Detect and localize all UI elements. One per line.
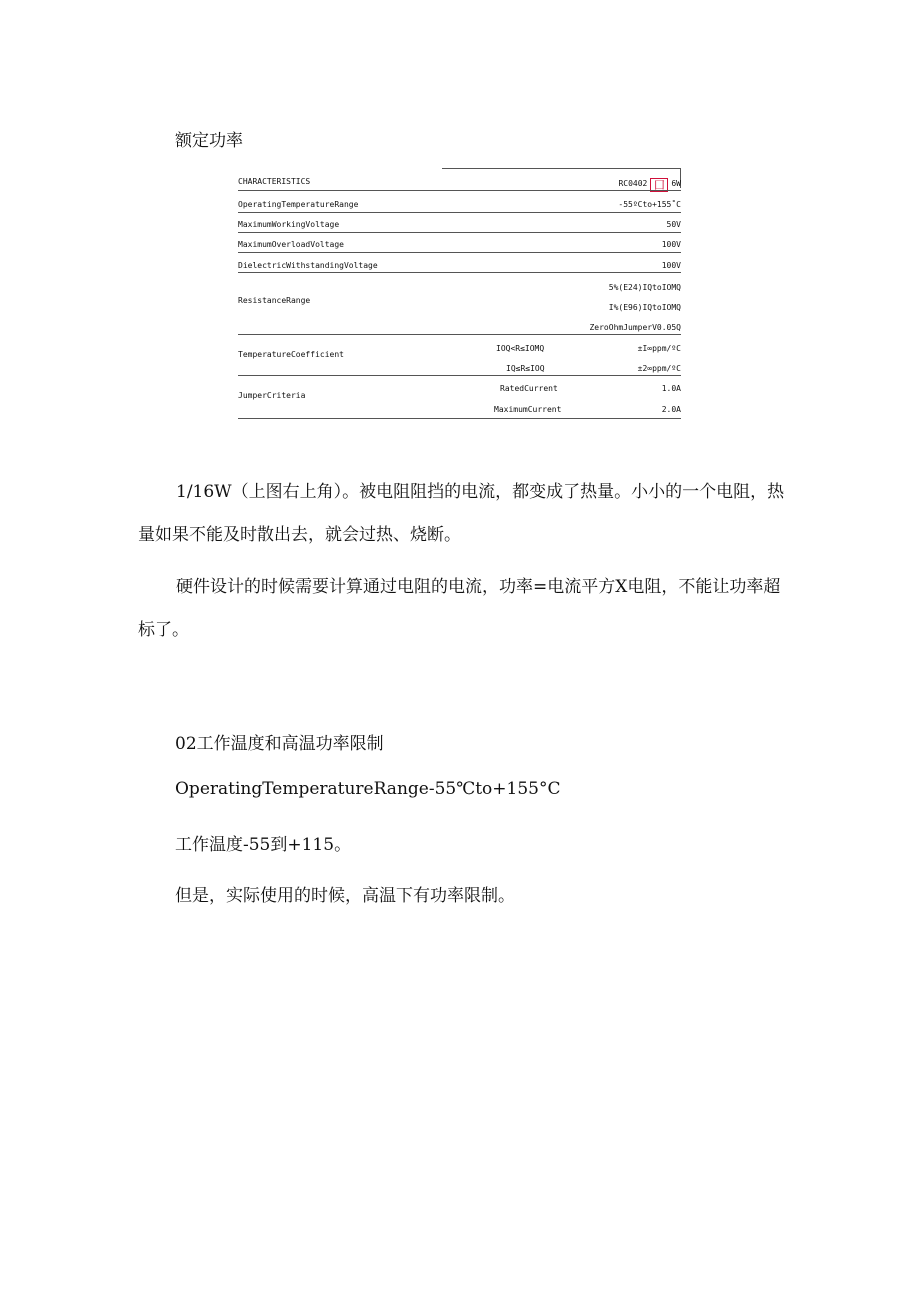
- row-value: -55ºCto+155˚C: [618, 200, 681, 209]
- row-value: ±2∞ppm/ºC: [637, 364, 681, 373]
- table-header-model-text: RC0402: [618, 179, 648, 188]
- row-label: MaximumOverloadVoltage: [238, 240, 344, 249]
- section-heading: 02工作温度和高温功率限制: [175, 734, 384, 754]
- row-label: TemperatureCoefficient: [238, 350, 344, 359]
- row-label: DielectricWithstandingVoltage: [238, 261, 378, 270]
- row-value: 5%(E24)IQtoIOMQ: [608, 283, 681, 292]
- row-divider: [238, 212, 681, 213]
- row-value: 1.0A: [661, 384, 681, 393]
- characteristics-table: [238, 168, 681, 420]
- row-value: ZeroOhmJumperV0.05Q: [589, 323, 681, 332]
- row-value: 100V: [661, 240, 681, 249]
- red-box-mark: 口: [650, 178, 668, 192]
- row-value: 50V: [666, 220, 681, 229]
- row-value: ±I∞ppm/ºC: [637, 344, 681, 353]
- row-label: OperatingTemperatureRange: [238, 200, 359, 209]
- row-divider: [238, 334, 681, 335]
- row-condition: IQ≤R≤IOQ: [506, 364, 545, 373]
- table-header-power: 6W: [671, 179, 681, 188]
- line-operating-range: OperatingTemperatureRange-55℃to+155°C: [175, 779, 561, 799]
- heading-rated-power: 额定功率: [175, 131, 243, 151]
- table-bottom-rule: [238, 418, 681, 419]
- row-divider: [238, 232, 681, 233]
- row-divider: [238, 190, 681, 191]
- row-divider: [238, 375, 681, 376]
- row-condition: RatedCurrent: [500, 384, 558, 393]
- line-power-limit: 但是，实际使用的时候，高温下有功率限制。: [175, 886, 515, 906]
- row-value: 100V: [661, 261, 681, 270]
- table-header-label: CHARACTERISTICS: [238, 177, 311, 186]
- row-value: 2.0A: [661, 405, 681, 414]
- row-value: I%(E96)IQtoIOMQ: [608, 303, 681, 312]
- row-label: MaximumWorkingVoltage: [238, 220, 340, 229]
- row-divider: [238, 272, 681, 273]
- row-condition: IOQ<R≤IOMQ: [496, 344, 545, 353]
- row-label: JumperCriteria: [238, 391, 306, 400]
- line-working-temp: 工作温度-55到+115。: [175, 835, 352, 855]
- row-divider: [238, 252, 681, 253]
- paragraph-power-calc: 硬件设计的时候需要计算通过电阻的电流，功率=电流平方X电阻，不能让功率超标了。: [138, 577, 781, 640]
- table-top-rule: [442, 168, 681, 169]
- row-label: ResistanceRange: [238, 296, 311, 305]
- paragraph-rated-power: 1/16W（上图右上角）。被电阻阻挡的电流，都变成了热量。小小的一个电阻，热量如果不能及时散出去，就会过热、烧断。: [138, 482, 785, 545]
- row-condition: MaximumCurrent: [494, 405, 562, 414]
